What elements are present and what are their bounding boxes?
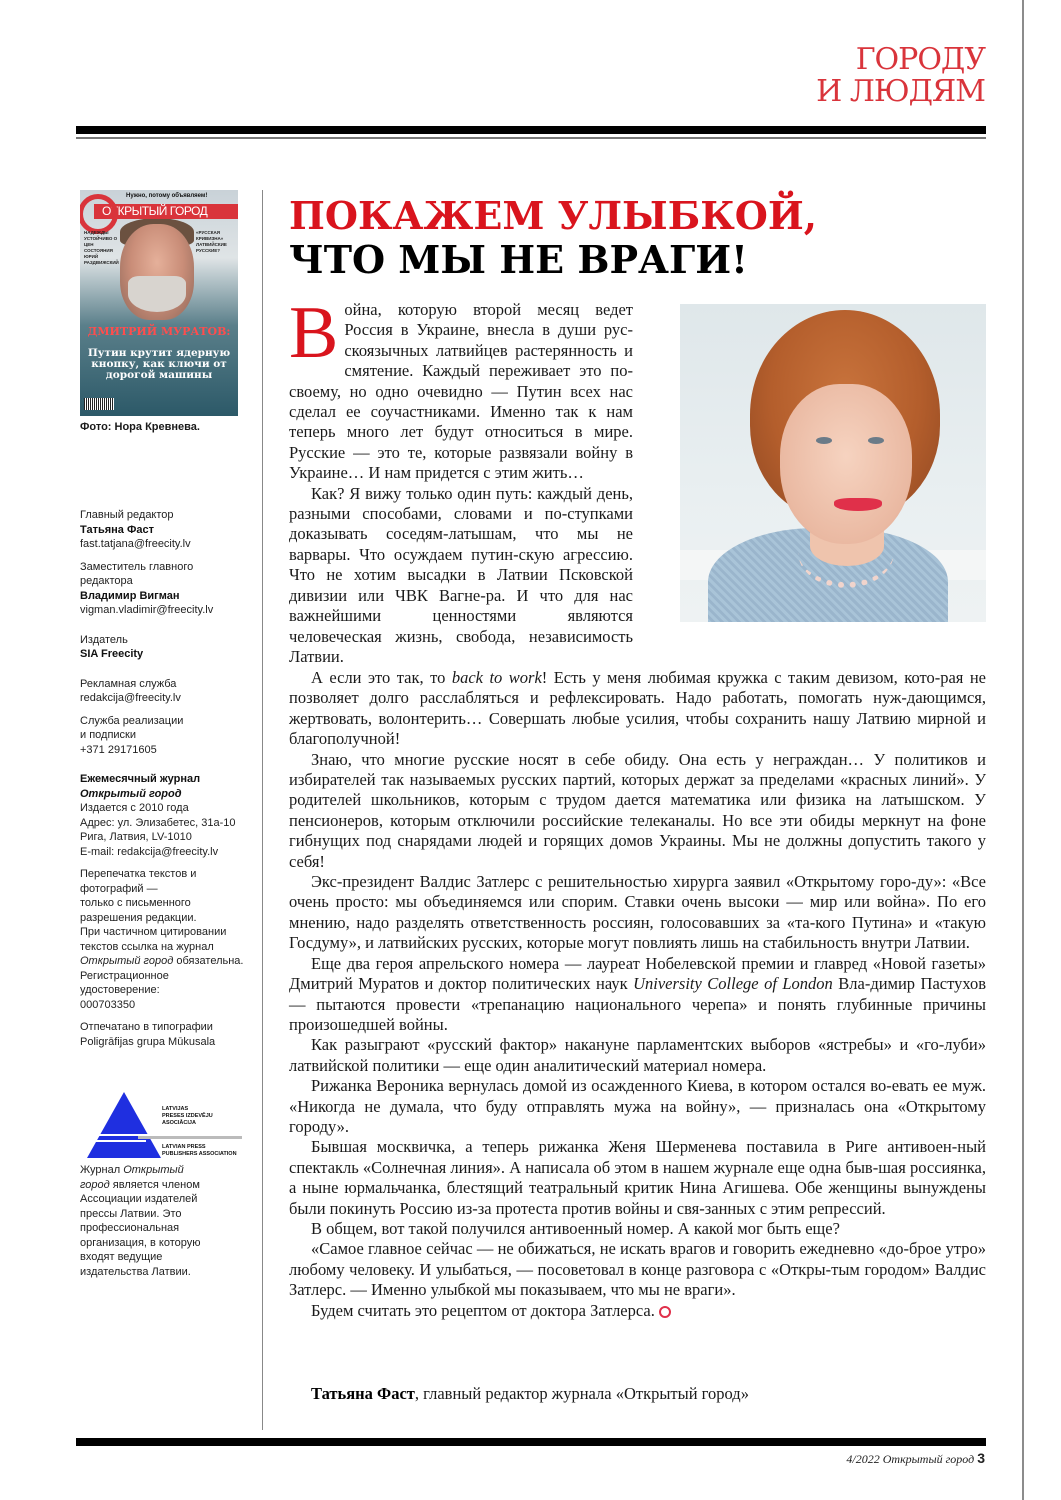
cover-barcode [84, 398, 114, 410]
logo-text-5: PUBLISHERS ASSOCIATION [162, 1151, 237, 1157]
paragraph-3-b: ! Есть у меня любимая кружка с таким девизом, кото-рая не позволяет долго расслабляться и рефлексировать. Надо работать, помогать нуж-дающимся, жертвовать, волонтерить… Совершать любые усилия, чтобы сохранить нашу Латвию мирной и благополучной! [289, 668, 987, 749]
cover-headline-white: Путин крутит ядерную кнопку, как ключи от дорогой машины [87, 347, 231, 381]
paragraph-2: Как? Я вижу только один путь: каждый день, разными способами, словами и по-ступками доказывать соседям-латышам, что мы не варвары. Что осуждаем путин-скую агрессию. Что не хотим высадки в Латвии Псковской дивизии или ЧВК Вагне-ра. И что для нас важнейшими ценностями являются человеческая жизнь, свобода, независимость Латвии. [289, 483, 633, 666]
cover-side-left: НАДЕЖДЫ УСТОЙЧИВО О ЦЕН СОСТОЯНИЯ ЮРИЙ РАЗДВИЖСКИЙ [84, 230, 119, 265]
article-signature [311, 1384, 749, 1404]
signature-name: Татьяна Фаст [311, 1384, 415, 1403]
ads-label: Рекламная служба [80, 677, 177, 690]
logo-stripe [84, 1134, 154, 1136]
press-association-logo [82, 1090, 244, 1160]
quote-line-2: текстов ссылка на журнал [80, 940, 214, 953]
assoc-text-5: профессиональная [80, 1222, 180, 1234]
article-headline [289, 194, 817, 282]
printed-line-2: Poligrāfijas grupa Mūkusala [80, 1035, 216, 1048]
section-title [816, 44, 985, 108]
reprint-line-4: разрешения редакции. [80, 911, 197, 924]
photo-credit: Фото: Нора Кревнева. [80, 421, 200, 433]
publisher-label: Издатель [80, 633, 128, 646]
address-line-1: Адрес: ул. Элизабетес, 31а-10 [80, 816, 236, 829]
paragraph-1 [289, 292, 633, 484]
publisher-name: SIA Freecity [80, 648, 144, 660]
article-column-wide [289, 668, 986, 1321]
section-title-line1: ГОРОДУ [855, 42, 985, 77]
portrait-lips [834, 498, 882, 511]
paragraph-6-a: Еще два героя апрельского номера — лауреат Нобелевской премии и главред «Новой газеты» Дмитрий Муратов и доктор политических наук [289, 953, 986, 994]
deputy-label-2: редактора [80, 575, 133, 587]
chief-editor-name: Татьяна Фаст [80, 523, 154, 536]
sales-label-2: и подписки [80, 729, 137, 741]
reprint-line-3: только с письменного [80, 897, 191, 909]
page-footer [846, 1450, 985, 1467]
reg-line-1: Регистрационное [80, 969, 169, 982]
reg-line-2: удостоверение: [80, 984, 160, 996]
ads-email[interactable]: redakcija@freecity.lv [80, 692, 181, 704]
paragraph-9: Бывшая москвичка, а теперь рижанка Женя Шерменева поставила в Риге антивоен-ный спектакль «Солнечная линия». А написала об этом в нашем журнале еще одна быв-шая россиянка, а ныне юрмальчанка, блестящий театральный критик Нина Агишева. Обе женщины вынуждены были покинуть Россию из-за протеста против войны и свя-занных с этим репрессий. [289, 1137, 986, 1218]
assoc-text-8: издательства Латвии. [80, 1265, 191, 1278]
reprint-line-2: фотографий — [80, 882, 158, 895]
printed-line-1: Отпечатано в типографии [80, 1021, 213, 1033]
assoc-text-3: Ассоциации издателей [80, 1193, 198, 1205]
top-rule-thin [76, 137, 986, 139]
cover-logo-o [80, 194, 118, 234]
article-column-narrow [289, 292, 633, 667]
end-mark-icon [659, 1306, 671, 1318]
magazine-name: Открытый город [80, 787, 182, 800]
cover-tagline: Нужно, потому объявляем! [126, 193, 208, 199]
paragraph-6-b: Вла-димир Пастухов — пытаются провести «трепанацию национального черепа» и понять глубинные причины произошедшей войны. [289, 974, 986, 1034]
footer-issue: 4/2022 [846, 1452, 883, 1466]
portrait-pearls [798, 516, 894, 588]
cover-headline-red: ДМИТРИЙ МУРАТОВ: [87, 325, 231, 338]
deputy-name: Владимир Вигман [80, 589, 180, 602]
dropcap: В [289, 292, 339, 374]
assoc-text-7: входят ведущие [80, 1251, 163, 1263]
logo-triangle [87, 1092, 161, 1158]
paragraph-11: «Самое главное сейчас — не обижаться, не искать врагов и говорить ежедневно «до-брое утро» любому человеку. И улыбаться, — посоветовал в конце разговора с «Откры-тым городом» Валдис Затлерс. — Именно улыбкой мы показываем, что мы не враги». [289, 1239, 986, 1300]
since-line: Издается с 2010 года [80, 802, 189, 814]
logo-text-2: PRESES IZDEVĒJU [162, 1113, 213, 1119]
paragraph-3-italic: back to work [451, 668, 542, 687]
quote-line-3-italic: Открытый город [80, 955, 174, 967]
paragraph-4: Знаю, что многие русские носят в себе обиду. Она есть у неграждан… У политиков и избирателей так называемых русских партий, которых держат за пределами «красных линий». У родителей школьников, которым с трудом дается математика или физика на латышском. У пенсионеров, которым отключили российские телеканалы. Но все эти обиды меркнут на фоне гибнущих под снарядами людей и горящих домов Украины. Мы не должны допустить такого у себя! [289, 749, 986, 871]
paragraph-12 [289, 1301, 986, 1321]
email-line[interactable]: E-mail: redakcija@freecity.lv [80, 845, 219, 858]
sales-label-1: Служба реализации [80, 714, 184, 727]
headline-line-2: ЧТО МЫ НЕ ВРАГИ! [289, 237, 748, 282]
headline-line-1: ПОКАЖЕМ УЛЫБКОЙ, [289, 193, 817, 238]
deputy-email[interactable]: vigman.vladimir@freecity.lv [80, 604, 214, 616]
paragraph-12-text: Будем считать это рецептом от доктора Затлерса. [311, 1300, 655, 1320]
footer-magazine: Открытый город [882, 1452, 975, 1466]
bottom-rule [76, 1438, 986, 1446]
assoc-text-6: организация, в которую [80, 1236, 201, 1249]
paragraph-7: Как разыграют «русский фактор» накануне парламентских выборов «ястребы» и «го-луби» латвийской политики — еще один аналитический материал номера. [289, 1035, 986, 1075]
signature-title: , главный редактор журнала «Открытый город» [414, 1384, 749, 1403]
column-divider [262, 190, 263, 1430]
paragraph-3-a: А если это так, то [311, 668, 452, 687]
sales-phone: +371 29171605 [80, 743, 157, 756]
magazine-cover-image [80, 190, 238, 416]
reprint-line-1: Перепечатка текстов и [80, 868, 197, 880]
paragraph-3 [289, 668, 986, 750]
association-note [80, 1163, 258, 1279]
address-line-2: Рига, Латвия, LV-1010 [80, 831, 192, 843]
assoc-text-1: Журнал [80, 1164, 124, 1176]
paragraph-5: Экс-президент Валдис Затлерс с решительностью хирурга заявил «Открытому горо-ду»: «Все очень просто: мы объединяемся или спорим. Ставки очень высоки — мир или война». По его мнению, надо разделять ответственность россиян, голосовавших за «та-кого Путина» и «такую Госдуму», и латвийских русских, которые могут повлиять лишь на стабильность внутри Латвии. [289, 872, 986, 953]
portrait-eye [868, 437, 884, 444]
assoc-text-4: прессы Латвии. Это [80, 1207, 182, 1220]
assoc-text-1-italic: Открытый [123, 1164, 184, 1176]
cover-masthead: ОТКРЫТЫЙ ГОРОД [94, 204, 238, 219]
quote-line-1: При частичном цитировании [80, 926, 227, 938]
deputy-label-1: Заместитель главного [80, 560, 194, 573]
top-rule [76, 126, 986, 134]
paragraph-6-italic: University College of London [633, 974, 833, 994]
logo-stripe [90, 1140, 146, 1142]
logo-text-1: LATVIJAS [162, 1106, 189, 1112]
paragraph-8: Рижанка Вероника вернулась домой из осажденного Киева, в котором остался во-евать ее муж. «Никогда не думала, что буду отправлять мужа на войну», — призналась она «Открытому городу». [289, 1076, 986, 1136]
paragraph-10: В общем, вот такой получился антивоенный номер. А какой мог быть еще? [311, 1218, 840, 1238]
reg-number: 000703350 [80, 998, 136, 1011]
chief-editor-label: Главный редактор [80, 509, 174, 521]
monthly-label: Ежемесячный журнал [80, 773, 201, 785]
logo-gray-bar [138, 1136, 242, 1139]
imprint [80, 508, 258, 1057]
logo-text-4: LATVIAN PRESS [162, 1144, 206, 1150]
page-edge-line [1022, 0, 1024, 1500]
assoc-text-2: является членом [109, 1178, 200, 1191]
cover-side-right: «РУССКАЯ КРИВИЗНА» ЛАТВИЙСКИЕ РУССКИЕ? [196, 230, 227, 253]
paragraph-6 [289, 954, 986, 1036]
quote-line-3: обязательна. [173, 955, 244, 967]
section-title-line2: И ЛЮДЯМ [816, 74, 985, 109]
chief-editor-email[interactable]: fast.tatjana@freecity.lv [80, 538, 191, 550]
portrait-eye [816, 437, 832, 444]
cover-beard [128, 276, 186, 312]
author-portrait-photo [680, 304, 986, 622]
page-number: 3 [977, 1450, 985, 1466]
paragraph-1-text: ойна, которую второй месяц ведет Россия в Украине, внесла в души рус-скоязычных латвийцев растерянность и смятение. Каждый переживает это по-своему, но одно очевидно — Путин всех нас сделал ее соучастниками. Именно так к нам теперь много лет будут относиться в мире. Русские — это те, которые развязали войну в Украине… И нам придется с этим жить… [289, 300, 633, 483]
assoc-text-2-italic: город [80, 1178, 110, 1191]
logo-text-3: ASOCIĀCIJA [162, 1120, 196, 1126]
